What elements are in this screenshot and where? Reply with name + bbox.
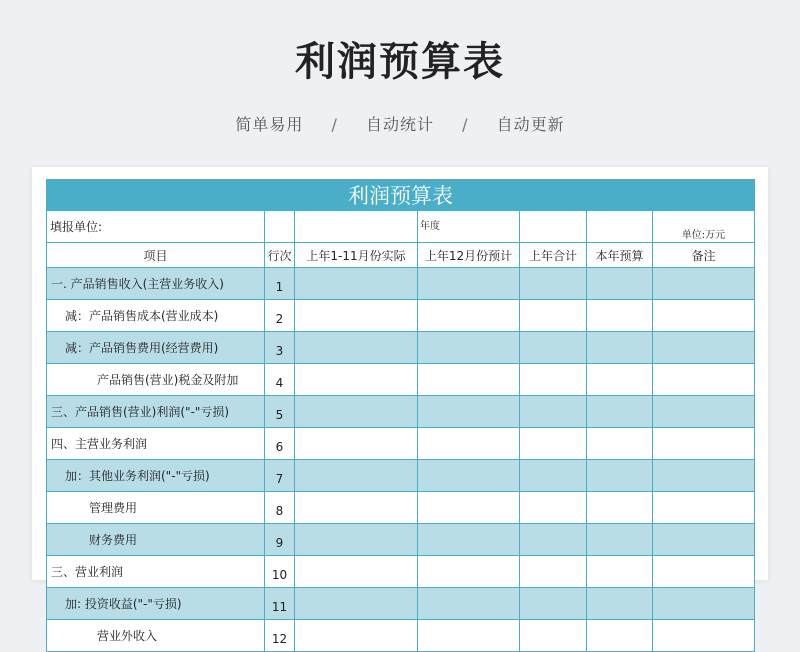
- cell[interactable]: [653, 492, 755, 524]
- fill-unit-label[interactable]: 填报单位:: [47, 211, 265, 243]
- cell[interactable]: [295, 396, 418, 428]
- row-item[interactable]: 营业外收入: [47, 620, 265, 652]
- cell[interactable]: [520, 428, 587, 460]
- row-line[interactable]: 12: [265, 620, 295, 652]
- subtitle-separator: /: [331, 115, 338, 134]
- spreadsheet: [46, 179, 754, 646]
- cell[interactable]: [418, 588, 520, 620]
- cell[interactable]: [418, 492, 520, 524]
- row-line[interactable]: 4: [265, 364, 295, 396]
- cell[interactable]: [653, 300, 755, 332]
- cell[interactable]: [295, 268, 418, 300]
- table-row: [47, 428, 755, 460]
- cell[interactable]: [295, 300, 418, 332]
- cell[interactable]: [520, 492, 587, 524]
- row-line[interactable]: 3: [265, 332, 295, 364]
- cell[interactable]: [418, 428, 520, 460]
- cell[interactable]: [587, 364, 653, 396]
- row-line[interactable]: 11: [265, 588, 295, 620]
- profit-budget-table: [46, 179, 755, 652]
- subtitle-item-auto-stats: 自动统计: [365, 115, 434, 134]
- cell[interactable]: [520, 211, 587, 243]
- cell[interactable]: [520, 396, 587, 428]
- cell[interactable]: [418, 620, 520, 652]
- column-header-prev-total[interactable]: 上年合计: [520, 243, 587, 268]
- row-item[interactable]: 减：产品销售费用(经营费用): [47, 332, 265, 364]
- table-row: [47, 524, 755, 556]
- table-row: [47, 620, 755, 652]
- cell[interactable]: [418, 556, 520, 588]
- sheet-title[interactable]: 利润预算表: [47, 180, 755, 211]
- cell[interactable]: [587, 268, 653, 300]
- row-line[interactable]: 6: [265, 428, 295, 460]
- cell[interactable]: [653, 556, 755, 588]
- row-item[interactable]: 三、产品销售(营业)利润("-"亏损): [47, 396, 265, 428]
- cell[interactable]: [520, 460, 587, 492]
- cell[interactable]: [520, 524, 587, 556]
- cell[interactable]: [520, 620, 587, 652]
- row-item[interactable]: 产品销售(营业)税金及附加: [47, 364, 265, 396]
- column-header-row: [47, 243, 755, 268]
- column-header-prev-actual[interactable]: 上年1-11月份实际: [295, 243, 418, 268]
- cell[interactable]: [587, 428, 653, 460]
- cell[interactable]: [587, 332, 653, 364]
- year-label[interactable]: 年度: [418, 211, 520, 243]
- table-row: [47, 364, 755, 396]
- subtitle: [0, 112, 800, 135]
- row-line[interactable]: 7: [265, 460, 295, 492]
- cell[interactable]: [418, 364, 520, 396]
- cell[interactable]: [520, 364, 587, 396]
- table-row: [47, 556, 755, 588]
- table-row: [47, 268, 755, 300]
- column-header-item[interactable]: 项目: [47, 243, 265, 268]
- cell[interactable]: [418, 524, 520, 556]
- row-item[interactable]: 加：其他业务利润("-"亏损): [47, 460, 265, 492]
- cell[interactable]: [587, 300, 653, 332]
- column-header-remarks[interactable]: 备注: [653, 243, 755, 268]
- row-line[interactable]: 10: [265, 556, 295, 588]
- cell[interactable]: [587, 460, 653, 492]
- unit-label[interactable]: 单位:万元: [653, 211, 755, 243]
- cell[interactable]: [295, 556, 418, 588]
- row-line[interactable]: 1: [265, 268, 295, 300]
- subtitle-item-auto-update: 自动更新: [496, 115, 565, 134]
- table-row: [47, 588, 755, 620]
- cell[interactable]: [418, 460, 520, 492]
- cell[interactable]: [295, 620, 418, 652]
- cell[interactable]: [265, 211, 295, 243]
- cell[interactable]: [295, 524, 418, 556]
- row-line[interactable]: 5: [265, 396, 295, 428]
- cell[interactable]: [418, 332, 520, 364]
- row-line[interactable]: 9: [265, 524, 295, 556]
- cell[interactable]: [653, 588, 755, 620]
- cell[interactable]: [520, 268, 587, 300]
- cell[interactable]: [418, 268, 520, 300]
- row-item[interactable]: 加: 投资收益("-"亏损): [47, 588, 265, 620]
- cell[interactable]: [587, 620, 653, 652]
- table-row: [47, 332, 755, 364]
- page-title: 利润预算表: [295, 39, 505, 85]
- subtitle-item-easy: 简单易用: [235, 115, 304, 134]
- row-item[interactable]: 四、主营业务利润: [47, 428, 265, 460]
- cell[interactable]: [418, 396, 520, 428]
- cell[interactable]: [520, 332, 587, 364]
- row-item[interactable]: 一. 产品销售收入(主营业务收入): [47, 268, 265, 300]
- cell[interactable]: [520, 556, 587, 588]
- cell[interactable]: [295, 492, 418, 524]
- column-header-prev-dec-estimate[interactable]: 上年12月份预计: [418, 243, 520, 268]
- row-item[interactable]: 减：产品销售成本(营业成本): [47, 300, 265, 332]
- cell[interactable]: [295, 460, 418, 492]
- table-row: [47, 300, 755, 332]
- cell[interactable]: [587, 396, 653, 428]
- cell[interactable]: [653, 396, 755, 428]
- cell[interactable]: [295, 428, 418, 460]
- cell[interactable]: [295, 364, 418, 396]
- cell[interactable]: [653, 460, 755, 492]
- cell[interactable]: [653, 428, 755, 460]
- cell[interactable]: [653, 268, 755, 300]
- cell[interactable]: [653, 524, 755, 556]
- row-item[interactable]: 三、营业利润: [47, 556, 265, 588]
- row-item[interactable]: 管理费用: [47, 492, 265, 524]
- spreadsheet-card: [32, 167, 768, 646]
- table-row: [47, 396, 755, 428]
- cell[interactable]: [520, 588, 587, 620]
- cell[interactable]: [653, 332, 755, 364]
- row-item[interactable]: 财务费用: [47, 524, 265, 556]
- info-row: [47, 211, 755, 243]
- table-row: [47, 492, 755, 524]
- column-header-line[interactable]: 行次: [265, 243, 295, 268]
- cell[interactable]: [418, 300, 520, 332]
- column-header-this-year-budget[interactable]: 本年预算: [587, 243, 653, 268]
- row-line[interactable]: 2: [265, 300, 295, 332]
- table-row: [47, 460, 755, 492]
- cell[interactable]: [653, 620, 755, 652]
- cell[interactable]: [587, 211, 653, 243]
- cell[interactable]: [295, 588, 418, 620]
- cell[interactable]: [295, 332, 418, 364]
- cell[interactable]: [587, 524, 653, 556]
- subtitle-separator: /: [462, 115, 469, 134]
- cell[interactable]: [587, 588, 653, 620]
- sheet-title-row: [47, 180, 755, 211]
- cell[interactable]: [587, 556, 653, 588]
- row-line[interactable]: 8: [265, 492, 295, 524]
- cell[interactable]: [295, 211, 418, 243]
- cell[interactable]: [520, 300, 587, 332]
- cell[interactable]: [587, 492, 653, 524]
- cell[interactable]: [653, 364, 755, 396]
